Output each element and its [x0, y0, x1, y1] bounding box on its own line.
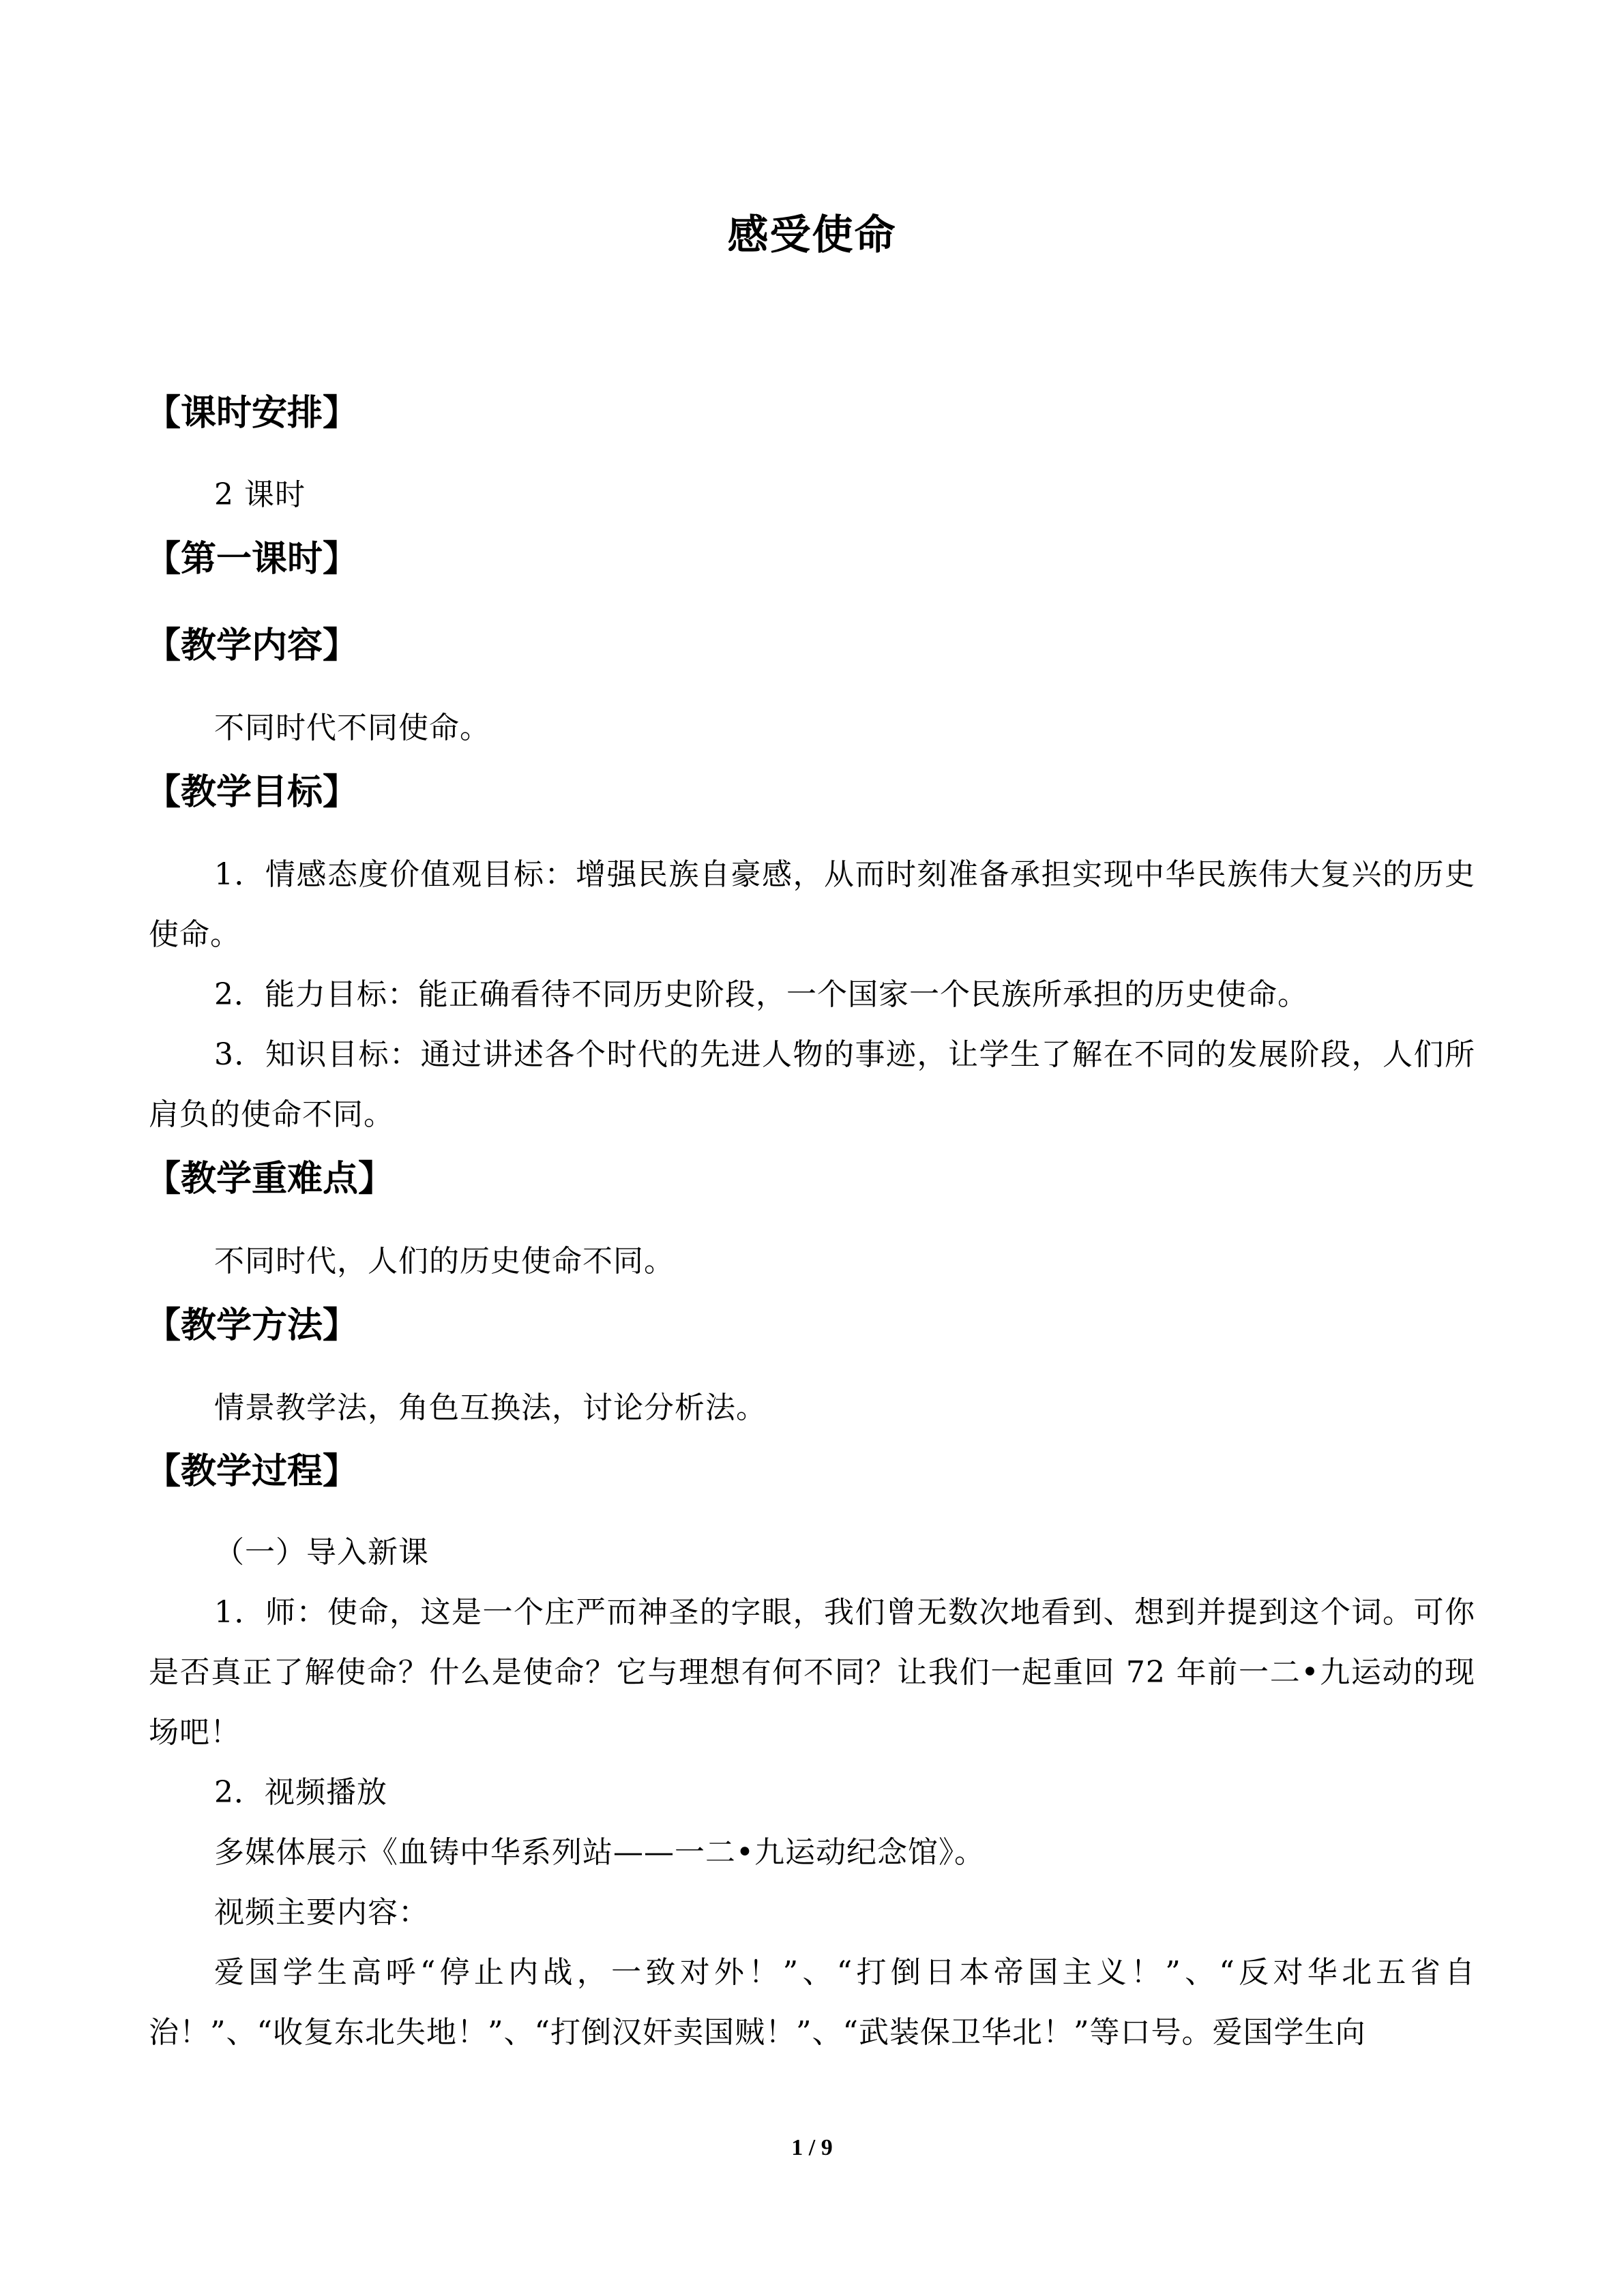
page-number: 1 / 9 — [791, 2135, 833, 2160]
heading-first-lesson: 【第一课时】 — [145, 539, 359, 580]
objective-item-3: 3．知识目标：通过讲述各个时代的先进人物的事迹，让学生了解在不同的发展阶段，人们所肩负的使命不同。 — [149, 1037, 1475, 1132]
heading-methods: 【教学方法】 — [145, 1305, 359, 1346]
key-points-text: 不同时代，人们的历史使命不同。 — [214, 1244, 675, 1279]
objective-item-1: 1．情感态度价值观目标：增强民族自豪感，从而时刻准备承担实现中华民族伟大复兴的历史使命。 — [149, 857, 1475, 952]
process-paragraph-5: 爱国学生高呼“停止内战，一致对外！”、“打倒日本帝国主义！”、“反对华北五省自治！”、“收复东北失地！”、“打倒汉奸卖国贼！”、“武装保卫华北！”等口号。爱国学生向 — [149, 1955, 1475, 2050]
objective-item-2: 2．能力目标：能正确看待不同历史阶段，一个国家一个民族所承担的历史使命。 — [214, 977, 1308, 1012]
heading-content: 【教学内容】 — [145, 625, 359, 666]
heading-key-points: 【教学重难点】 — [145, 1159, 394, 1199]
methods-text: 情景教学法，角色互换法，讨论分析法。 — [214, 1390, 767, 1425]
process-paragraph-4: 视频主要内容： — [214, 1895, 429, 1930]
process-sub-heading: （一）导入新课 — [214, 1535, 429, 1570]
schedule-text: 2 课时 — [214, 477, 306, 512]
document-title: 感受使命 — [727, 211, 897, 259]
heading-process: 【教学过程】 — [145, 1451, 359, 1492]
process-paragraph-3: 多媒体展示《血铸中华系列站——一二•九运动纪念馆》。 — [214, 1835, 985, 1870]
process-paragraph-2: 2．视频播放 — [214, 1775, 387, 1810]
heading-objectives: 【教学目标】 — [145, 772, 359, 813]
heading-schedule: 【课时安排】 — [145, 393, 359, 434]
process-paragraph-1: 1．师：使命，这是一个庄严而神圣的字眼，我们曾无数次地看到、想到并提到这个词。可你是否真正了解使命？什么是使命？它与理想有何不同？让我们一起重回 72 年前一二•九运动的现场吧！ — [149, 1595, 1475, 1750]
content-text: 不同时代不同使命。 — [214, 711, 490, 745]
